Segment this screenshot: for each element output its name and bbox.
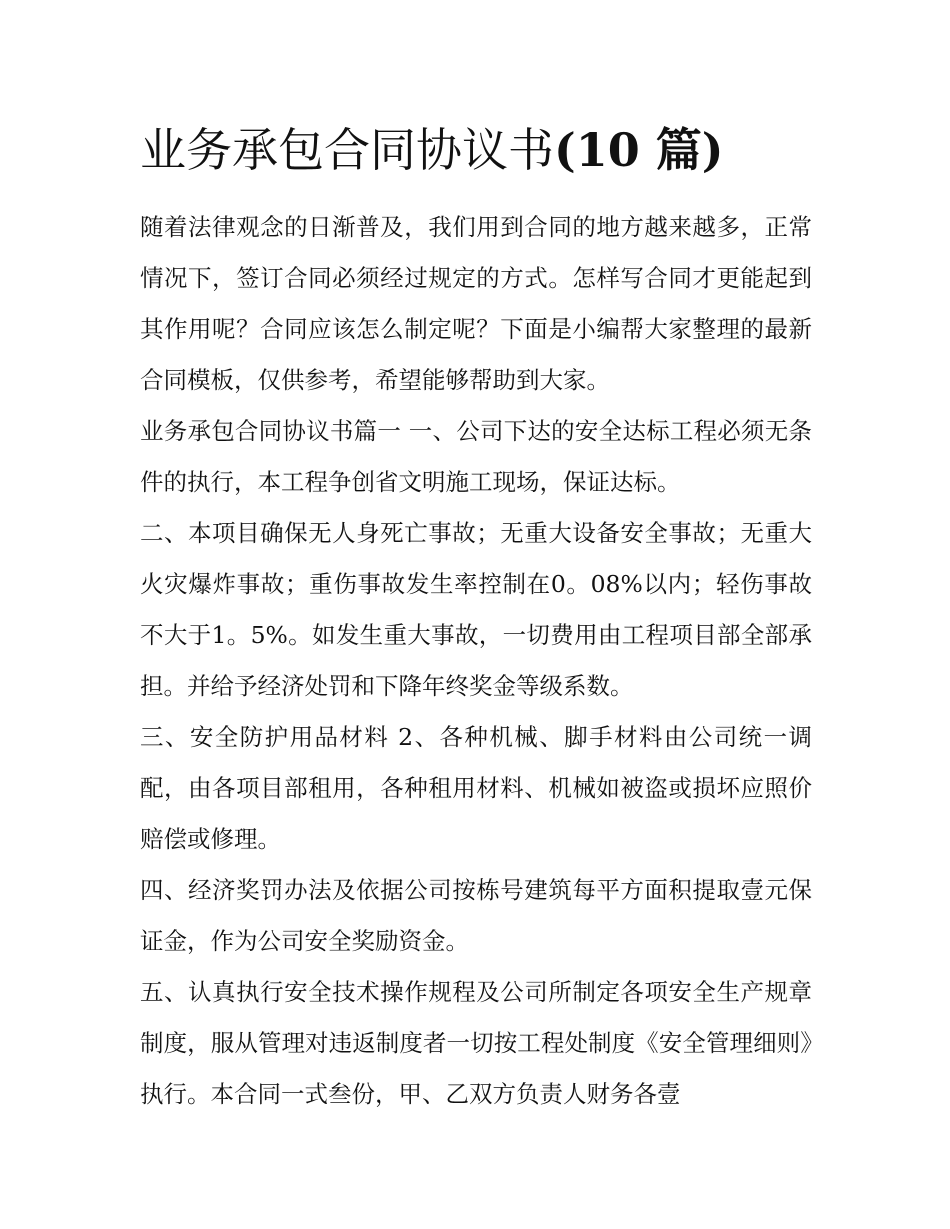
paragraph-section-1: 业务承包合同协议书篇一 一、公司下达的安全达标工程必须无条件的执行，本工程争创省文明施工现场，保证达标。 <box>140 417 812 496</box>
paragraph-section-4: 四、经济奖罚办法及依据公司按栋号建筑每平方面积提取壹元保证金，作为公司安全奖励资金。 <box>140 876 812 955</box>
paragraph-intro: 随着法律观念的日渐普及，我们用到合同的地方越来越多，正常情况下，签订合同必须经过规定的方式。怎样写合同才更能起到其作用呢？合同应该怎么制定呢？下面是小编帮大家整理的最新合同模板，仅供参考，希望能够帮助到大家。 <box>140 213 812 394</box>
document-title <box>140 118 812 182</box>
title-main: 业务承包合同协议书 <box>140 123 554 177</box>
paragraph-section-5: 五、认真执行安全技术操作规程及公司所制定各项安全生产规章制度，服从管理对违返制度者一切按工程处制度《安全管理细则》执行。本合同一式叁份，甲、乙双方负责人财务各壹 <box>140 978 812 1108</box>
title-suffix: (10 篇) <box>554 123 724 177</box>
paragraph-section-3: 三、安全防护用品材料 2、各种机械、脚手材料由公司统一调配，由各项目部租用，各种租用材料、机械如被盗或损坏应照价赔偿或修理。 <box>140 723 812 853</box>
document-page <box>140 118 812 1120</box>
paragraph-section-2: 二、本项目确保无人身死亡事故；无重大设备安全事故；无重大火灾爆炸事故；重伤事故发生率控制在0。08%以内；轻伤事故不大于1。5%。如发生重大事故，一切费用由工程项目部全部承担。并给予经济处罚和下降年终奖金等级系数。 <box>140 519 812 700</box>
